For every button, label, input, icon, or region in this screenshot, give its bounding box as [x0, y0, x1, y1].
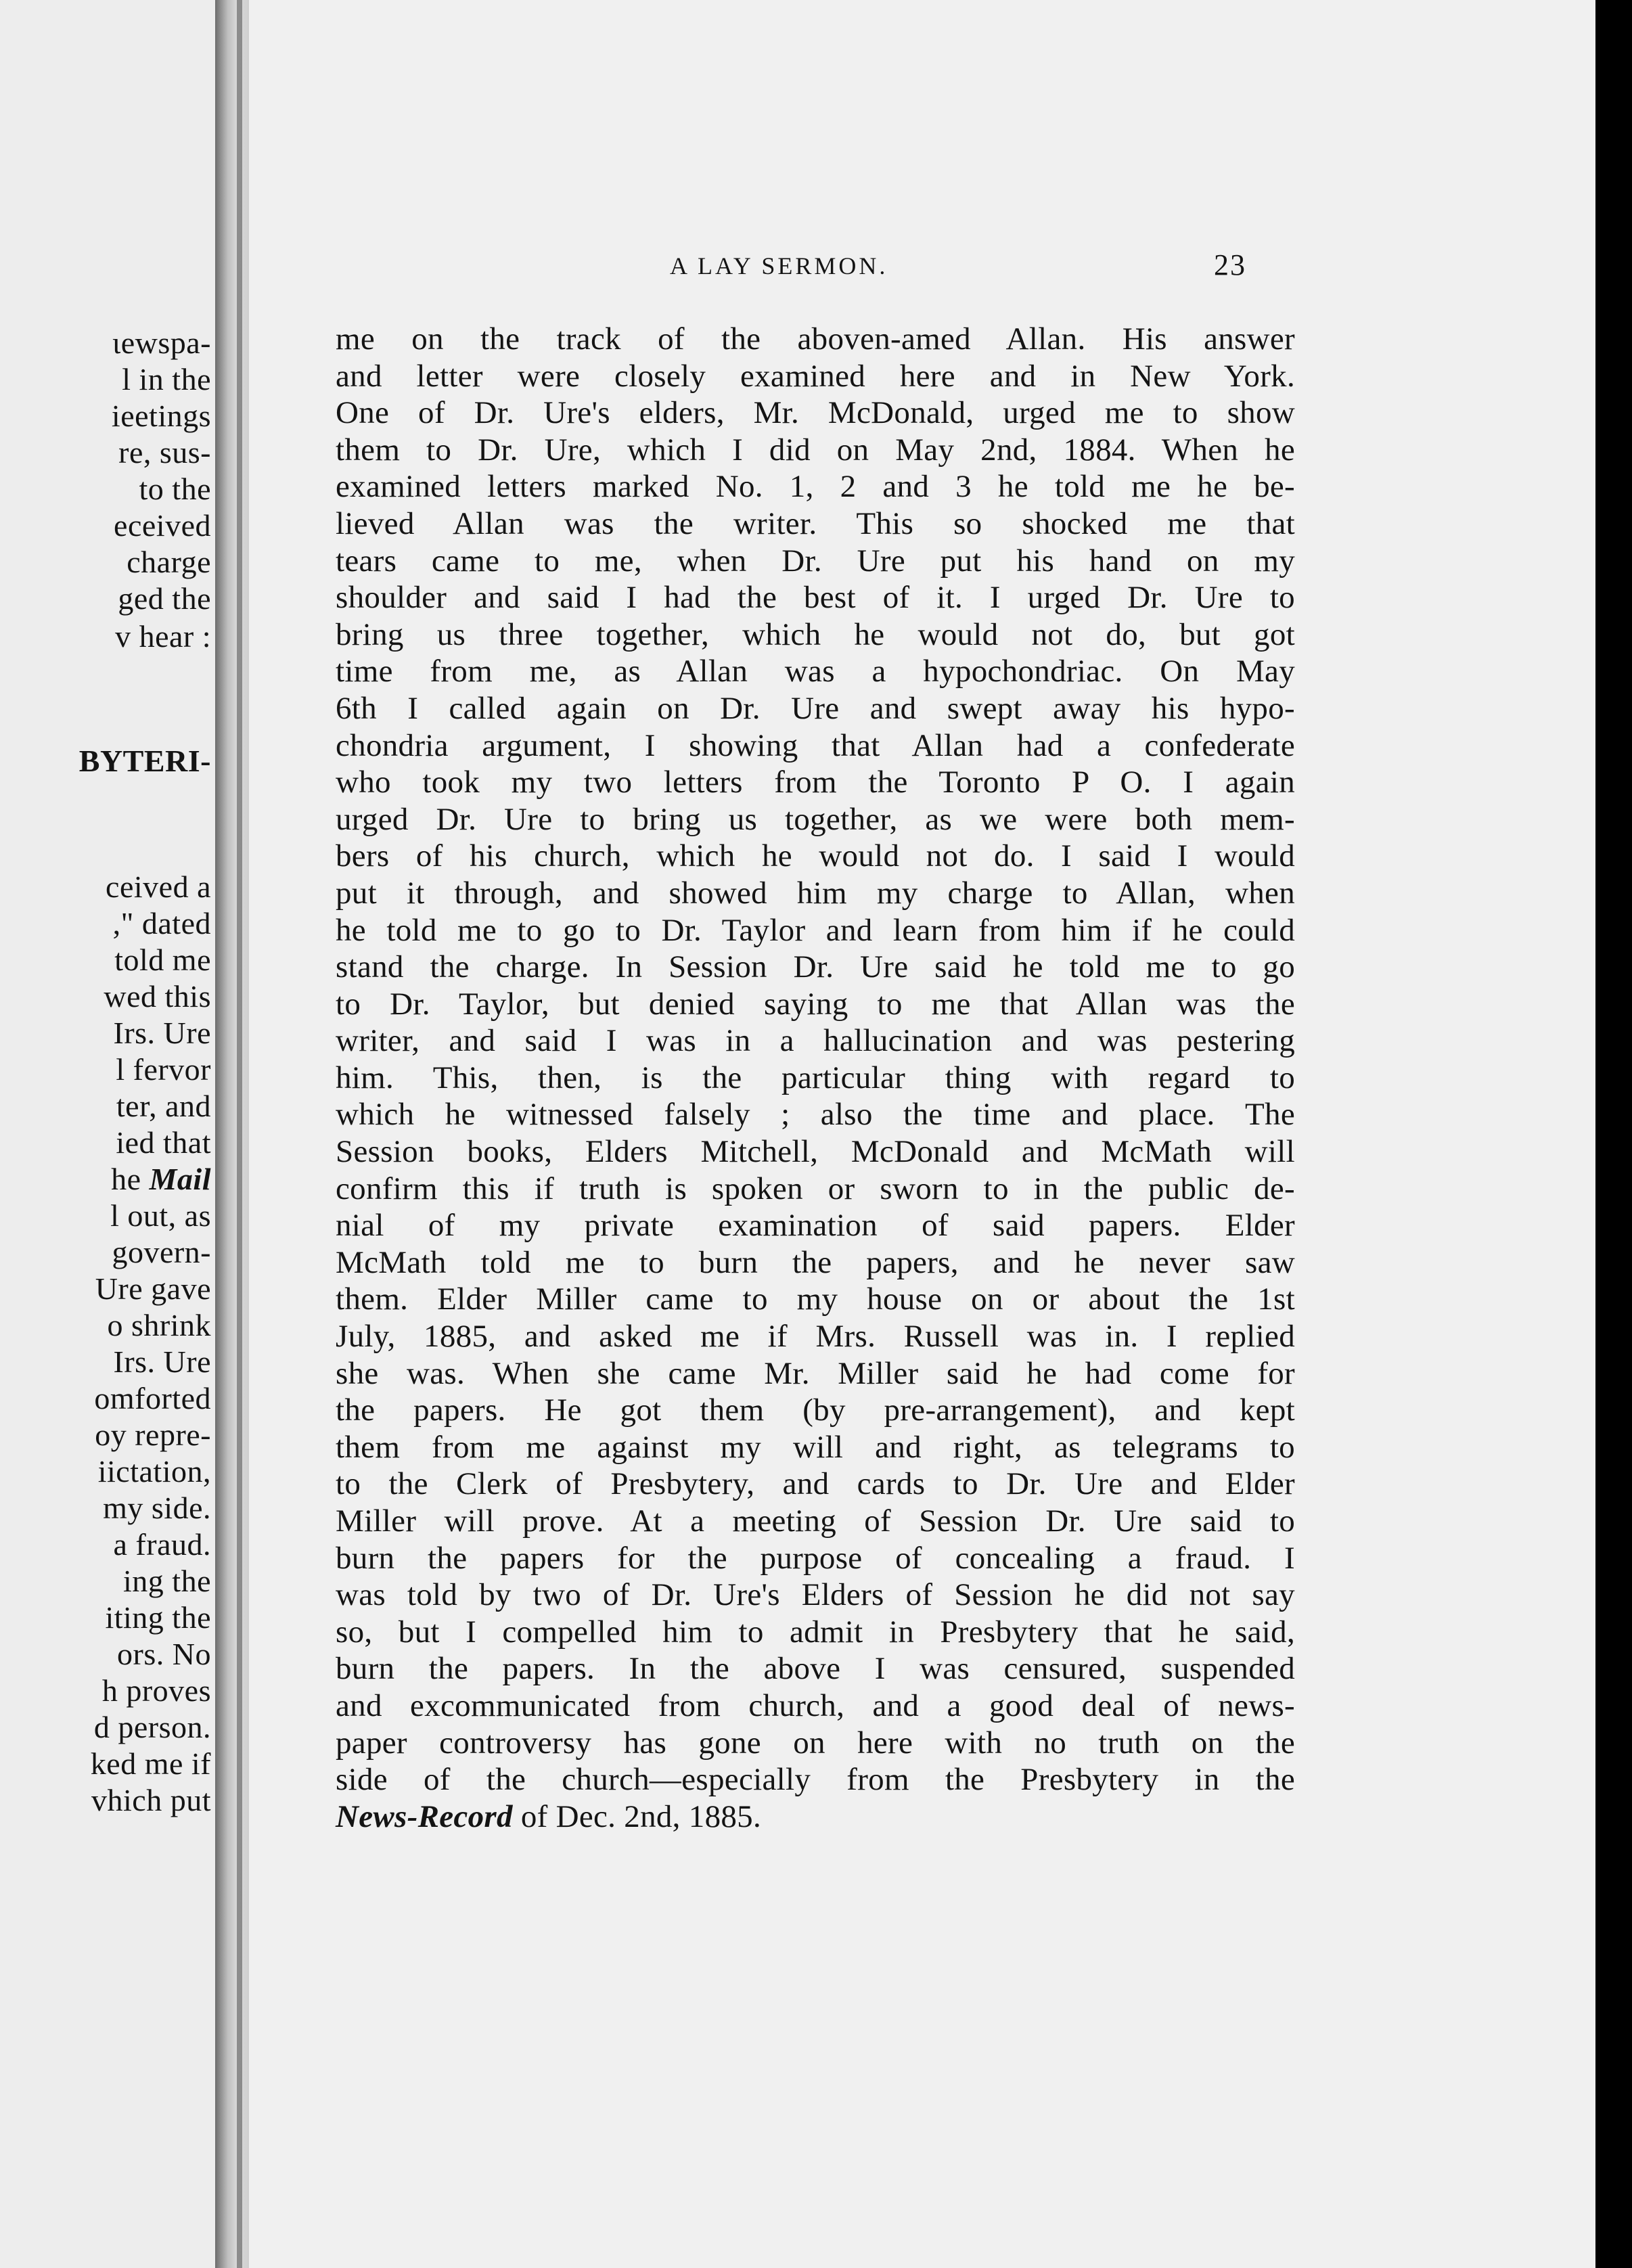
gutter-shadow: [237, 0, 242, 2268]
body-line: the papers. He got them (by pre-arrangement), and kept: [336, 1392, 1295, 1428]
left-page-line: to the: [139, 472, 211, 506]
body-line: to the Clerk of Presbytery, and cards to Dr. Ure and Elder: [336, 1466, 1295, 1502]
body-line: examined letters marked No. 1, 2 and 3 he told me he be-: [336, 469, 1295, 505]
left-page-line: ieetings: [111, 399, 211, 433]
body-line: them to Dr. Ure, which I did on May 2nd, 1884. When he: [336, 432, 1295, 468]
left-page-line: my side.: [103, 1491, 211, 1525]
body-line: lieved Allan was the writer. This so shocked me that: [336, 505, 1295, 541]
left-page-line: eceived: [114, 508, 211, 543]
left-page-line: iictation,: [97, 1454, 211, 1489]
left-page-line: ied that: [116, 1125, 211, 1160]
body-line: time from me, as Allan was a hypochondriac. On May: [336, 654, 1295, 689]
body-line: and letter were closely examined here and in New York.: [336, 358, 1295, 394]
body-line: bring us three together, which he would not do, but got: [336, 616, 1295, 652]
left-page-line: vhich put: [91, 1783, 211, 1817]
body-line: bers of his church, which he would not do. I said I would: [336, 838, 1295, 874]
left-page-line: l fervor: [116, 1052, 211, 1087]
left-page-line: ing the: [123, 1564, 211, 1598]
body-line: nial of my private examination of said papers. Elder: [336, 1208, 1295, 1244]
body-line: side of the church—especially from the Presbytery in the: [336, 1762, 1295, 1798]
body-line: tears came to me, when Dr. Ure put his hand on my: [336, 543, 1295, 579]
left-page-line: v hear :: [115, 619, 211, 654]
body-line: him. This, then, is the particular thing with regard to: [336, 1060, 1295, 1095]
left-page-line: Irs. Ure: [113, 1016, 211, 1050]
left-page-line: ceived a: [106, 869, 211, 904]
body-line: stand the charge. In Session Dr. Ure said he told me to go: [336, 949, 1295, 985]
body-line: McMath told me to burn the papers, and he never saw: [336, 1244, 1295, 1280]
body-line: was told by two of Dr. Ure's Elders of Session he did not say: [336, 1577, 1295, 1613]
left-page-line: a fraud.: [113, 1527, 211, 1562]
body-line: so, but I compelled him to admit in Presbytery that he said,: [336, 1614, 1295, 1650]
newspaper-title: News-Record: [336, 1798, 513, 1834]
left-page-line: BYTERI-: [78, 744, 211, 778]
left-page-line: o shrink: [107, 1308, 211, 1342]
body-line: me on the track of the aboven-amed Allan. His answer: [336, 321, 1295, 357]
body-line: Miller will prove. At a meeting of Session Dr. Ure said to: [336, 1503, 1295, 1539]
book-gutter: [215, 0, 250, 2268]
body-line: he told me to go to Dr. Taylor and learn from him if he could: [336, 912, 1295, 948]
body-line: them. Elder Miller came to my house on or about the 1st: [336, 1282, 1295, 1317]
page-edge-border: [1595, 0, 1632, 2268]
left-page-line: h proves: [101, 1673, 211, 1708]
left-page-fragment: [0, 0, 217, 2268]
left-page-line: d person.: [93, 1710, 211, 1744]
body-line: shoulder and said I had the best of it. I urged Dr. Ure to: [336, 580, 1295, 616]
left-page-line: told me: [114, 943, 211, 977]
body-line: Session books, Elders Mitchell, McDonald and McMath will: [336, 1134, 1295, 1170]
left-page-line: he Mail: [111, 1162, 211, 1196]
left-page-line: re, sus-: [118, 435, 211, 470]
body-line: chondria argument, I showing that Allan had a confederate: [336, 727, 1295, 763]
body-line: which he witnessed falsely ; also the time and place. The: [336, 1097, 1295, 1133]
body-line: 6th I called again on Dr. Ure and swept away his hypo-: [336, 690, 1295, 726]
left-page-line: charge: [127, 545, 211, 579]
body-line: urged Dr. Ure to bring us together, as we were both mem-: [336, 801, 1295, 837]
body-line: burn the papers for the purpose of concealing a fraud. I: [336, 1540, 1295, 1576]
body-line: confirm this if truth is spoken or sworn to in the public de-: [336, 1171, 1295, 1206]
body-line: to Dr. Taylor, but denied saying to me that Allan was the: [336, 986, 1295, 1022]
left-page-line: ors. No: [117, 1637, 211, 1671]
body-line: them from me against my will and right, as telegrams to: [336, 1429, 1295, 1465]
left-page-line: omforted: [94, 1381, 211, 1415]
page-number: 23: [1214, 248, 1246, 281]
left-page-line: ," dated: [112, 906, 211, 940]
closing-date: of Dec. 2nd, 1885.: [512, 1798, 762, 1834]
left-page-line: iting the: [105, 1600, 211, 1635]
body-line: she was. When she came Mr. Miller said he had come for: [336, 1355, 1295, 1391]
left-page-line: l in the: [122, 362, 211, 396]
left-page-line: wed this: [104, 979, 211, 1014]
left-page-line: ged the: [118, 581, 211, 616]
body-line: who took my two letters from the Toronto P O. I again: [336, 765, 1295, 800]
left-page-line: Irs. Ure: [113, 1344, 211, 1379]
body-line: July, 1885, and asked me if Mrs. Russell was in. I replied: [336, 1319, 1295, 1355]
left-page-line: oy repre-: [95, 1418, 211, 1452]
left-page-line: govern-: [112, 1235, 211, 1269]
left-page-line: l out, as: [110, 1198, 211, 1233]
body-line: One of Dr. Ure's elders, Mr. McDonald, urged me to show: [336, 395, 1295, 431]
running-head: A LAY SERMON.: [670, 252, 888, 279]
left-page-line: ter, and: [116, 1089, 211, 1123]
left-page-line: ked me if: [90, 1746, 211, 1781]
left-page-line: Ure gave: [95, 1271, 211, 1306]
body-line-last: [336, 1798, 1295, 1836]
left-page-line: ɩewspa-: [112, 325, 211, 360]
body-line: put it through, and showed him my charge to Allan, when: [336, 875, 1295, 911]
body-text: [336, 321, 1295, 1835]
body-line: writer, and said I was in a hallucination and was pestering: [336, 1023, 1295, 1059]
body-line: burn the papers. In the above I was censured, suspended: [336, 1651, 1295, 1687]
body-line: paper controversy has gone on here with no truth on the: [336, 1725, 1295, 1761]
body-line: and excommunicated from church, and a good deal of news-: [336, 1687, 1295, 1723]
